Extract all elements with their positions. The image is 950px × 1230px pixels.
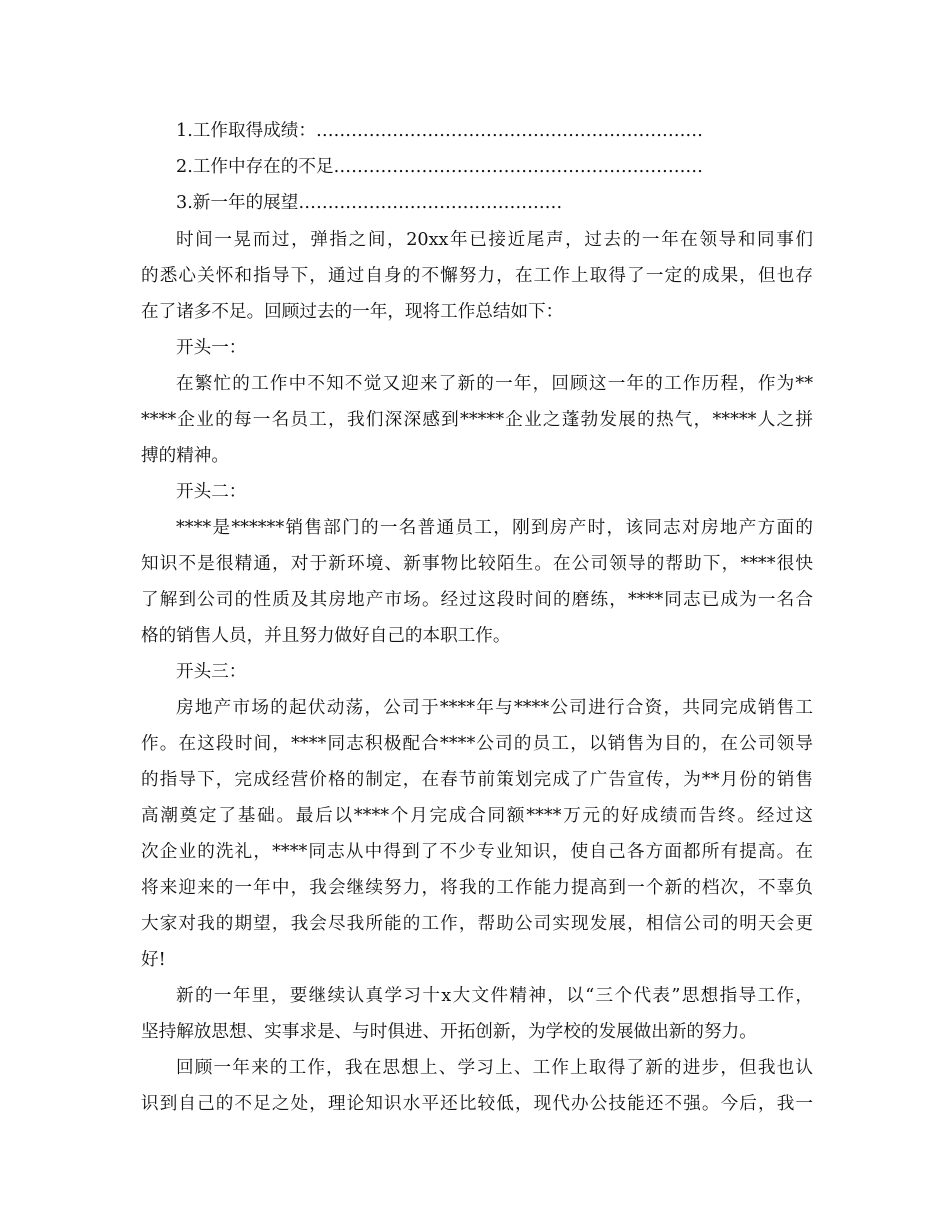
paragraph-line: 的指导下，完成经营价格的制定，在春节前策划完成了广告宣传，为**月份的销售 [141,770,813,790]
paragraph-line: 房地产市场的起伏动荡，公司于****年与****公司进行合资，共同完成销售工 [176,698,813,718]
paragraph-line: 作。在这段时间，****同志积极配合****公司的员工，以销售为目的，在公司领导 [141,734,813,754]
paragraph-line: ****企业的每一名员工，我们深深感到*****企业之蓬勃发展的热气，*****人之拼 [141,410,813,430]
section-heading: 开头三： [176,662,247,682]
paragraph-line: 坚持解放思想、实事求是、与时俱进、开拓创新，为学校的发展做出新的努力。 [141,1022,757,1042]
paragraph-line: 在了诸多不足。回顾过去的一年，现将工作总结如下： [141,302,564,322]
section-heading: 开头一： [176,338,247,358]
paragraph-line: 在繁忙的工作中不知不觉又迎来了新的一年，回顾这一年的工作历程，作为** [176,374,813,394]
paragraph-line: 高潮奠定了基础。最后以****个月完成合同额****万元的好成绩而告终。经过这 [141,806,813,826]
paragraph-line: 回顾一年来的工作，我在思想上、学习上、工作上取得了新的进步，但我也认 [176,1058,813,1078]
paragraph-line: 格的销售人员，并且努力做好自己的本职工作。 [141,626,511,646]
paragraph-line: 的悉心关怀和指导下，通过自身的不懈努力，在工作上取得了一定的成果，但也存 [141,266,813,286]
paragraph-line: 新的一年里，要继续认真学习十x大文件精神，以“三个代表”思想指导工作， [176,986,813,1006]
paragraph-line: 识到自己的不足之处，理论知识水平还比较低，现代办公技能还不强。今后，我一 [141,1094,813,1114]
toc-item: 1.工作取得成绩：………………………………………………………… [176,121,704,141]
paragraph-line: 了解到公司的性质及其房地产市场。经过这段时间的磨练，****同志已成为一名合 [141,590,813,610]
paragraph-line: 次企业的洗礼，****同志从中得到了不少专业知识，使自己各方面都所有提高。在 [141,842,813,862]
toc-item: 3.新一年的展望……………………………………… [176,193,563,213]
paragraph-line: 将来迎来的一年中，我会继续努力，将我的工作能力提高到一个新的档次，不辜负 [141,878,813,898]
paragraph-line: 大家对我的期望，我会尽我所能的工作，帮助公司实现发展，相信公司的明天会更 [141,914,813,934]
paragraph-line: 好! [141,950,166,970]
paragraph-line: 知识不是很精通，对于新环境、新事物比较陌生。在公司领导的帮助下，****很快 [141,554,813,574]
paragraph-line: 时间一晃而过，弹指之间，20xx年已接近尾声，过去的一年在领导和同事们 [176,230,813,250]
toc-item: 2.工作中存在的不足……………………………………………………… [176,157,704,177]
section-heading: 开头二： [176,482,247,502]
paragraph-line: ****是******销售部门的一名普通员工，刚到房产时，该同志对房地产方面的 [176,518,813,538]
paragraph-line: 搏的精神。 [141,446,229,466]
